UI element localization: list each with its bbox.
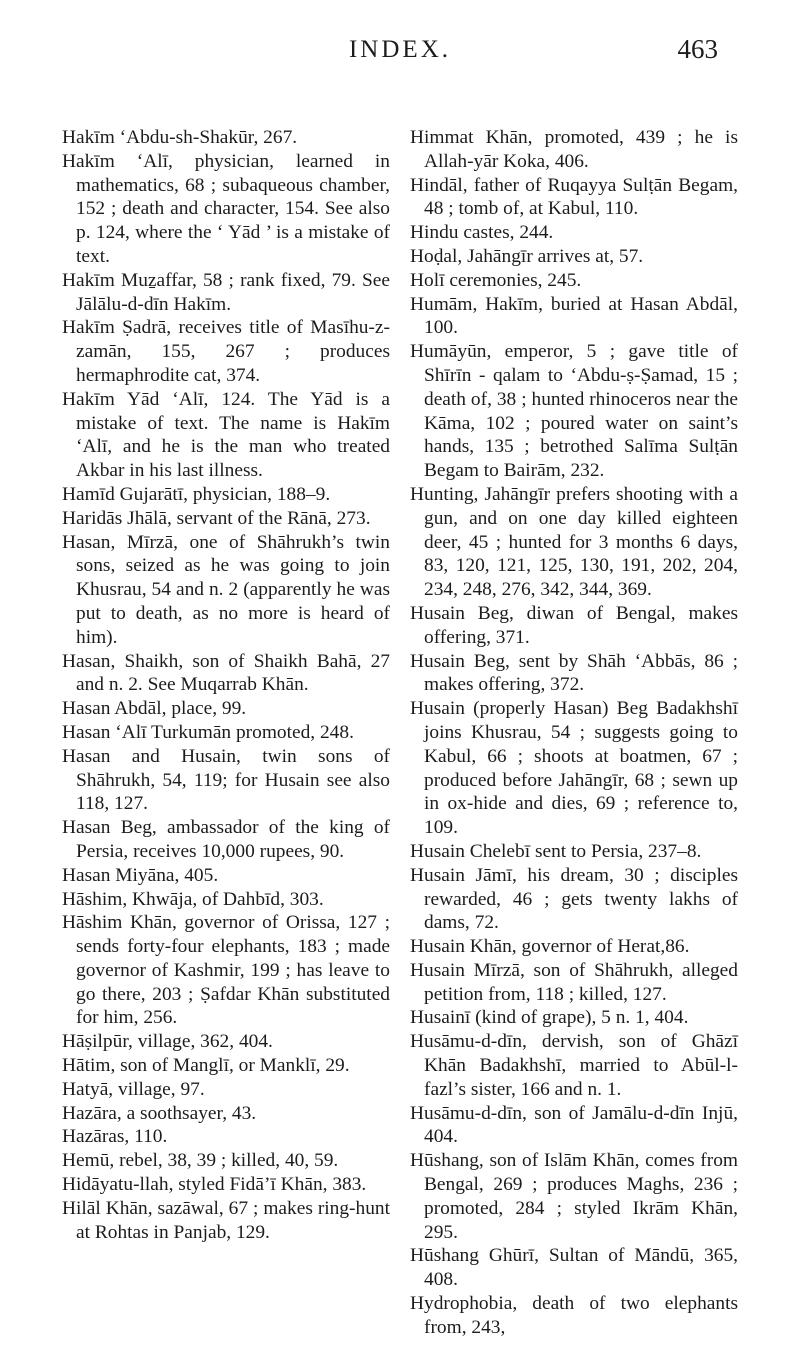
index-entry: Holī ceremonies, 245. (410, 269, 582, 291)
index-entry: Husāmu-d-dīn, son of Jamālu-d-dīn Injū, 404. (410, 1102, 738, 1148)
page-number: 463 (677, 34, 718, 64)
index-entry: Himmat Khān, promoted, 439 ; he is Allah-yār Koka, 406. (410, 127, 738, 172)
index-entry: Hāṣilpūr, village, 362, 404. (62, 1031, 273, 1053)
index-entry: Husain Beg, diwan of Bengal, makes offering, 371. (410, 602, 738, 648)
index-column-right (410, 126, 738, 1340)
index-entry: Hindāl, father of Ruqayya Sulṭān Begam, 48 ; tomb of, at Kabul, 110. (410, 174, 738, 220)
index-entry: Husain Chelebī sent to Persia, 237–8. (410, 840, 702, 862)
index-entry: Hātim, son of Manglī, or Manklī, 29. (62, 1055, 350, 1077)
index-entry: Hidāyatu-llah, styled Fidā’ī Khān, 383. (62, 1174, 367, 1196)
index-entry: Husain Jāmī, his dream, 30 ; disciples rewarded, 46 ; gets twenty lakhs of dams, 72. (410, 864, 738, 934)
index-entry: Hakīm Yād ‘Alī, 124. The Yād is a mistake of text. The name is Hakīm ‘Alī, and he is the man who treated Akbar in his last illness. (62, 388, 390, 482)
index-entry: Hindu castes, 244. (410, 222, 554, 244)
index-entry: Hasan, Mīrzā, one of Shāhrukh’s twin sons, seized as he was going to join Khusrau, 54 and n. 2 (apparently he was put to death, as no more is heard of him). (62, 531, 390, 648)
index-entry: Hakīm ‘Alī, physician, learned in mathematics, 68 ; subaqueous chamber, 152 ; death and character, 154. See also p. 124, where the ‘ Yād ’ is a mistake of text. (62, 150, 390, 267)
index-entry: Haridās Jhālā, servant of the Rānā, 273. (62, 507, 371, 529)
index-entry: Husainī (kind of grape), 5 n. 1, 404. (410, 1007, 689, 1029)
index-entry: Hasan Miyāna, 405. (62, 864, 219, 886)
running-head: INDEX. (348, 36, 451, 63)
index-entry: Hūshang Ghūrī, Sultan of Māndū, 365, 408. (410, 1245, 738, 1291)
index-entry: Husain Khān, governor of Herat,86. (410, 936, 690, 958)
index-entry: Hatyā, village, 97. (62, 1078, 205, 1100)
index-entry: Hilāl Khān, sazāwal, 67 ; makes ring-hunt at Rohtas in Panjab, 129. (62, 1197, 390, 1243)
index-entry: Hoḍal, Jahāngīr arrives at, 57. (410, 245, 644, 267)
index-entry: Hūshang, son of Islām Khān, comes from Bengal, 269 ; produces Maghs, 236 ; promoted, 284 ; styled Ikrām Khān, 295. (410, 1150, 738, 1243)
index-entry: Hasan Abdāl, place, 99. (62, 698, 247, 720)
index-column-left (62, 126, 390, 1244)
index-entry: Hakīm Muẕaffar, 58 ; rank fixed, 79. See Jālālu-d-dīn Hakīm. (62, 269, 390, 315)
index-entry: Hazāra, a soothsayer, 43. (62, 1102, 257, 1124)
index-entry: Husāmu-d-dīn, dervish, son of Ghāzī Khān Badakhshī, married to Abūl-l-fazl’s sister, 166 and n. 1. (410, 1031, 738, 1100)
index-entry: Hāshim, Khwāja, of Dahbīd, 303. (62, 888, 324, 910)
index-entry: Hakīm ‘Abdu-sh-Shakūr, 267. (62, 127, 298, 148)
index-entry: Hasan, Shaikh, son of Shaikh Bahā, 27 and n. 2. See Muqarrab Khān. (62, 650, 390, 696)
index-entry: Hydrophobia, death of two elephants from, 243, (410, 1293, 738, 1338)
index-entry: Hakīm Ṣadrā, receives title of Masīhu-z-zamān, 155, 267 ; produces hermaphrodite cat, 374. (62, 317, 390, 386)
index-entry: Husain Mīrzā, son of Shāhrukh, alleged petition from, 118 ; killed, 127. (410, 959, 738, 1005)
index-entry: Hasan Beg, ambassador of the king of Persia, receives 10,000 rupees, 90. (62, 817, 390, 862)
index-entry: Hamīd Gujarātī, physician, 188–9. (62, 483, 331, 505)
index-entry: Hasan ‘Alī Turkumān promoted, 248. (62, 721, 354, 743)
index-entry: Husain (properly Hasan) Beg Badakhshī joins Khusrau, 54 ; suggests going to Kabul, 66 ; shoots at boatmen, 67 ; produced before Jahāngīr, 68 ; sewn up in ox-hide and dies, 69 ; reference to, 109. (410, 698, 738, 839)
index-entry: Humām, Hakīm, buried at Hasan Abdāl, 100. (410, 293, 738, 339)
index-entry: Husain Beg, sent by Shāh ‘Abbās, 86 ; makes offering, 372. (410, 650, 738, 696)
index-entry: Hasan and Husain, twin sons of Shāhrukh, 54, 119; for Husain see also 118, 127. (62, 745, 390, 815)
index-entry: Hazāras, 110. (62, 1126, 168, 1148)
index-entry: Hunting, Jahāngīr prefers shooting with a gun, and on one day killed eighteen deer, 45 ; hunted for 3 months 6 days, 83, 120, 121, 125, 130, 191, 202, 204, 234, 248, 276, 342, 344, 369. (410, 483, 738, 601)
page-header (0, 30, 800, 70)
index-entry: Hemū, rebel, 38, 39 ; killed, 40, 59. (62, 1150, 339, 1172)
index-entry: Hāshim Khān, governor of Orissa, 127 ; sends forty-four elephants, 183 ; made governor of Kashmir, 199 ; has leave to go there, 203 ; Ṣafdar Khān substituted for him, 256. (62, 912, 390, 1029)
index-entry: Humāyūn, emperor, 5 ; gave title of Shīrīn - qalam to ‘Abdu-ṣ-Ṣamad, 15 ; death of, 38 ; hunted rhinoceros near the Kāma, 102 ; poured water on saint’s hands, 135 ; betrothed Salīma Sulṭān Begam to Bairām, 232. (410, 341, 738, 482)
